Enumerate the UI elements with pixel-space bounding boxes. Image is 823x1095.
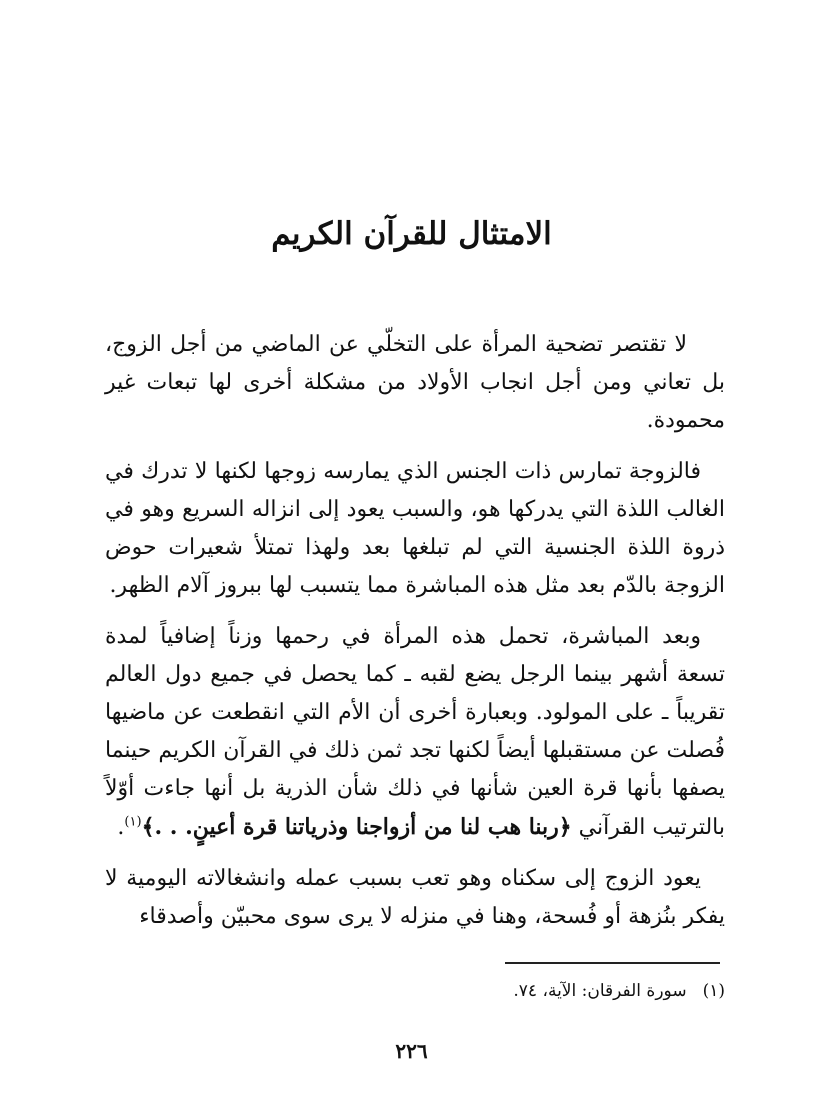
paragraph-3-text: وبعد المباشرة، تحمل هذه المرأة في رحمها وزناً إضافياً لمدة تسعة أشهر بينما الرجل يضع لقبه ـ كما يحصل في جميع دول العالم تقريباً ـ على المولود. وبعبارة أخرى أن الأم التي انقطعت عن ماضيها فُصلت عن مستقبلها أيضاً لكنها تجد ثمن ذلك في القرآن الكريم حينما يصفها بأنها قرة العين شأنها في ذلك شأن الذرية بل أنها جاءت أوّلاً بالترتيب القرآني <box>105 624 725 840</box>
quran-quote: ﴿ربنا هب لنا من أزواجنا وذرياتنا قرة أعينٍ. . .﴾ <box>141 814 572 840</box>
paragraph-1: لا تقتصر تضحية المرأة على التخلّي عن الماضي من أجل الزوج، بل تعاني ومن أجل انجاب الأولاد من مشكلة أخرى لها تبعات غير محمودة. <box>105 332 725 433</box>
page-number: ٢٢٦ <box>395 1039 428 1063</box>
body-text <box>105 326 725 949</box>
footnote <box>105 978 725 1004</box>
footnote-text: سورة الفرقان: الآية، ٧٤. <box>513 981 687 1001</box>
paragraph-4: يعود الزوج إلى سكناه وهو تعب بسبب عمله وانشغالاته اليومية لا يفكر بنُزهة أو فُسحة، وهنا في منزله لا يرى سوى محبيّن وأصدقاء <box>105 866 725 929</box>
paragraph-3 <box>105 618 725 847</box>
paragraph-3-end: . <box>117 815 125 840</box>
chapter-title: الامتثال للقرآن الكريم <box>271 216 552 252</box>
footnote-number: (١) <box>702 981 725 1001</box>
paragraph-2: فالزوجة تمارس ذات الجنس الذي يمارسه زوجها لكنها لا تدرك في الغالب اللذة التي يدركها هو، والسبب يعود إلى انزاله السريع وهو في ذروة اللذة الجنسية التي لم تبلغها بعد ولهذا تمتلأ شعيرات حوض الزوجة بالدّم بعد مثل هذه المباشرة مما يتسبب لها ببروز آلام الظهر. <box>105 459 725 598</box>
footnote-divider <box>505 962 720 964</box>
footnote-reference: (١) <box>124 814 142 830</box>
